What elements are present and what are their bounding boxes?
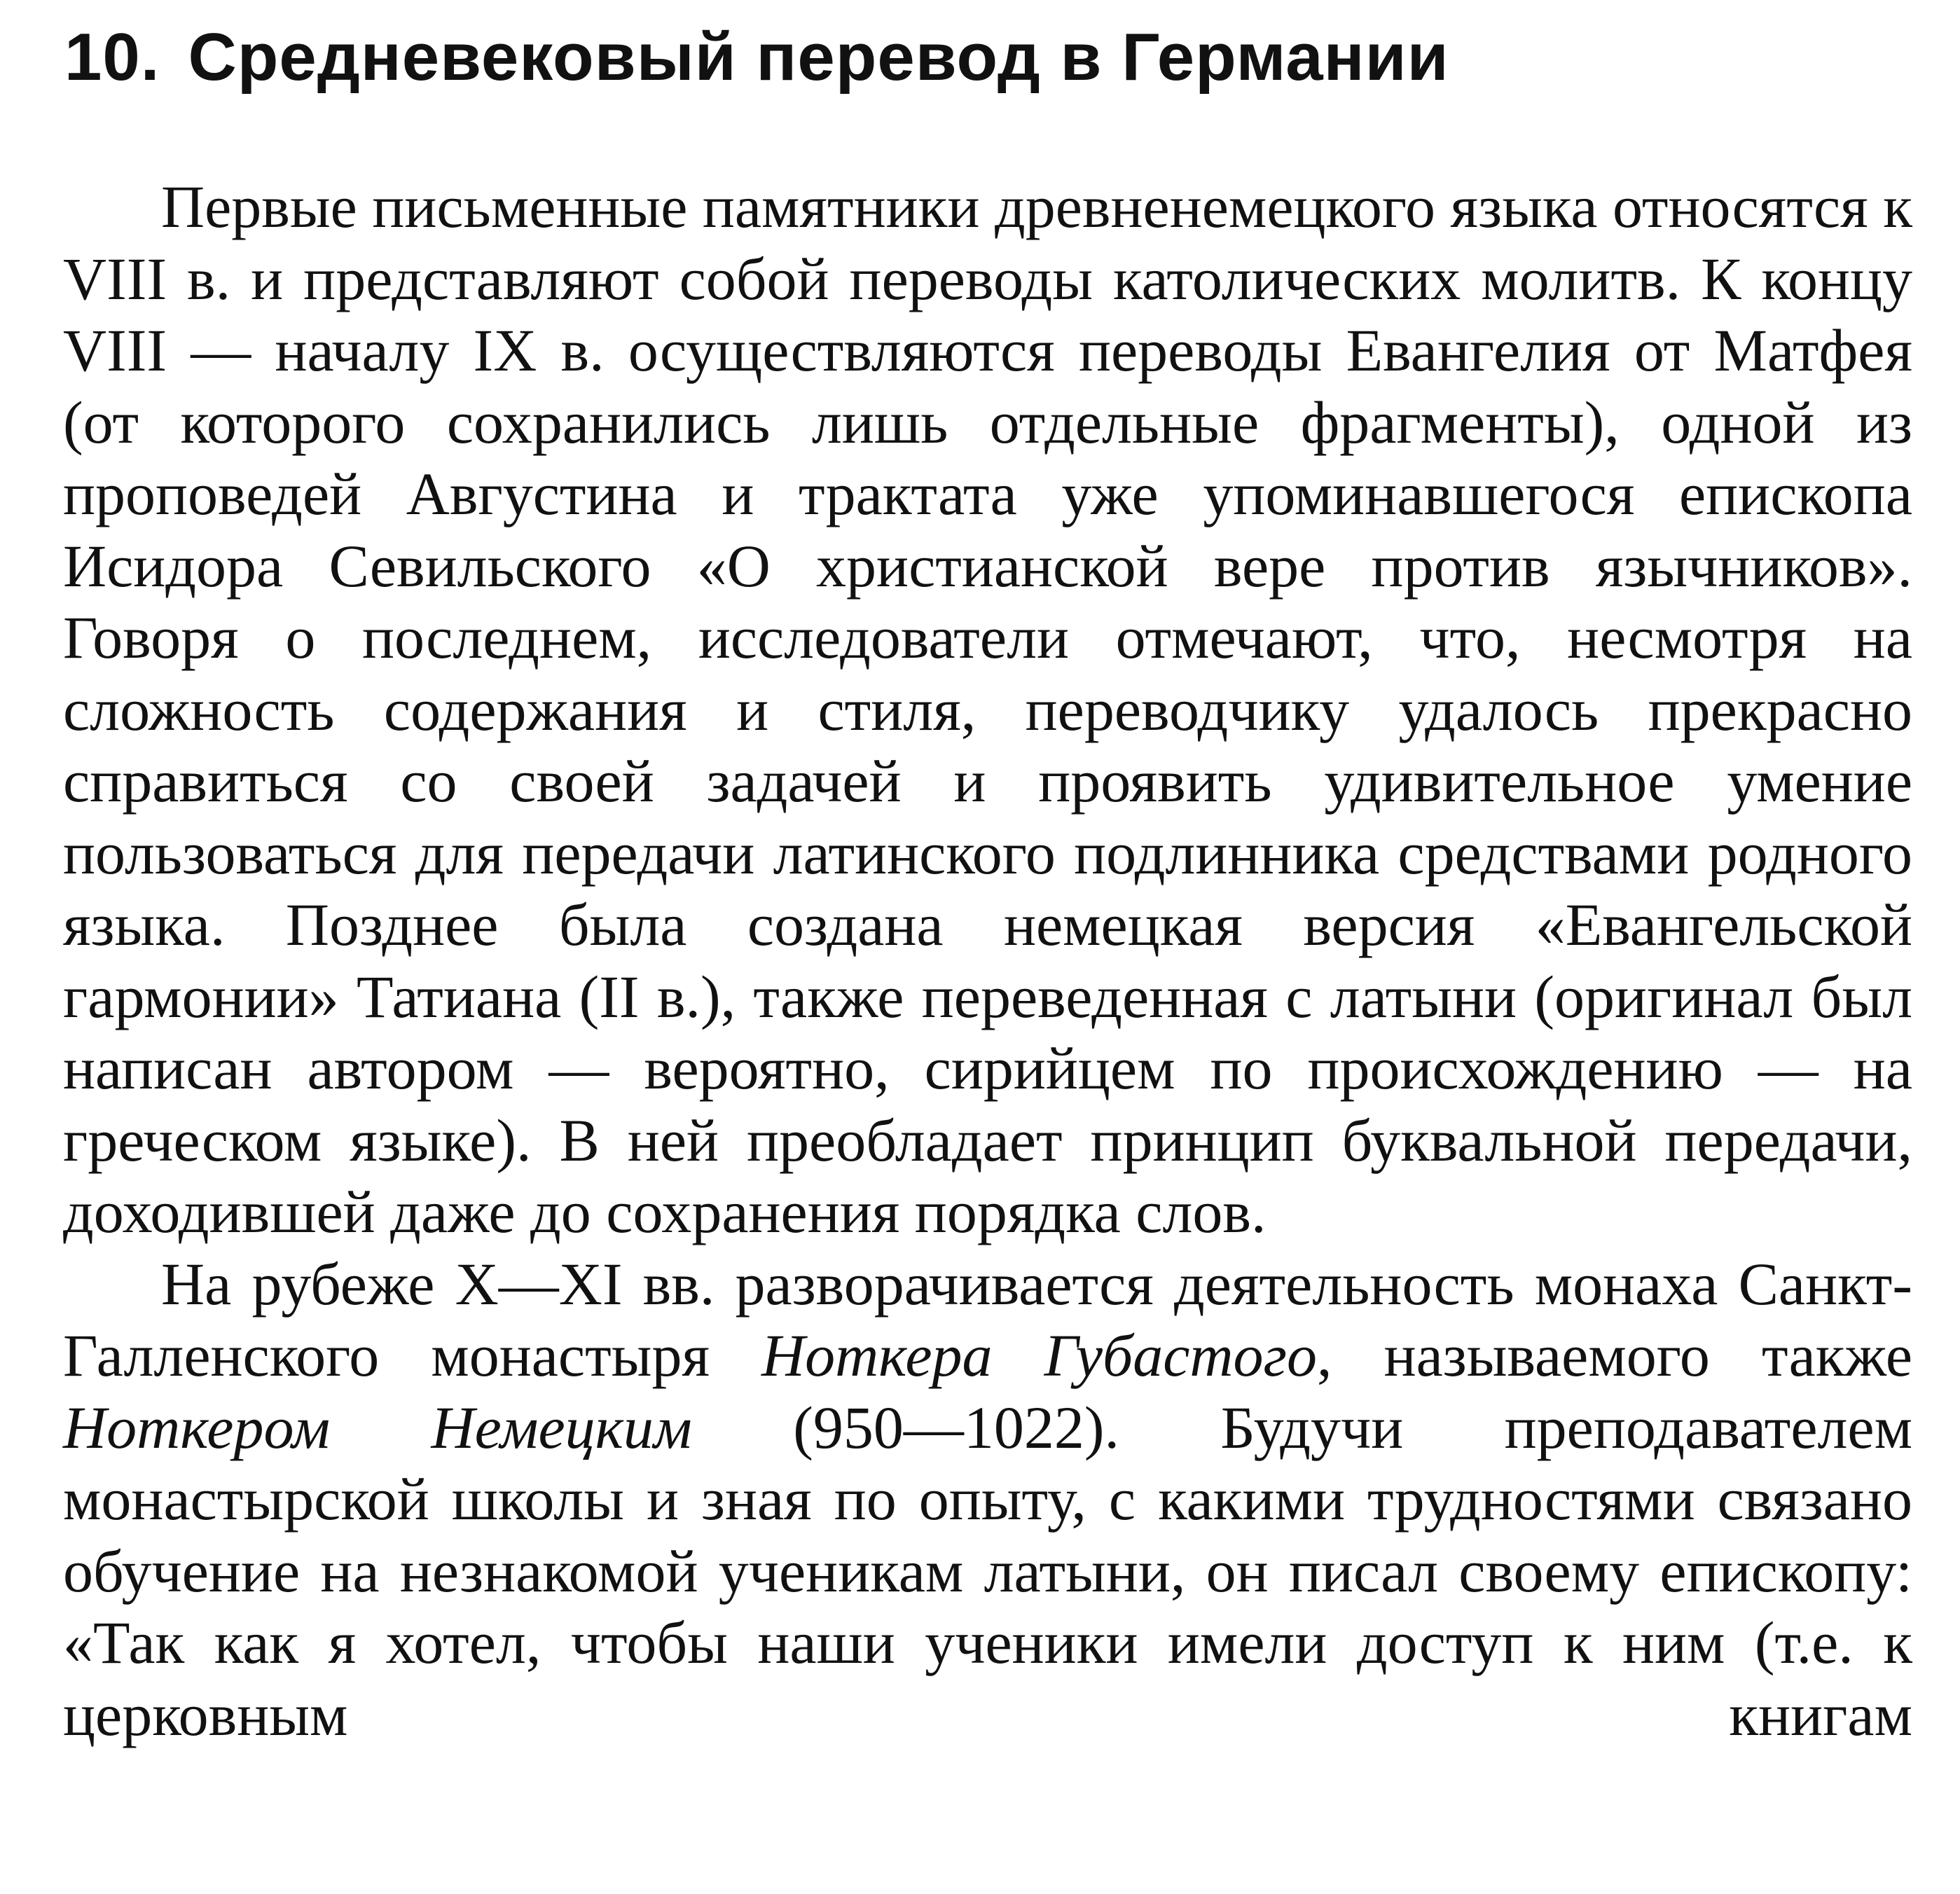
section-number: 10. <box>64 20 160 95</box>
name-notker-teutonicus: Ноткером Немецким <box>63 1393 692 1461</box>
paragraph-2-part-1: На рубеже X—XI вв. разворачивается деятельность монаха Санкт-Галленского монастыря <box>63 1250 1912 1389</box>
paragraph-1: Первые письменные памятники древненемецкого языка относятся к VIII в. и представляют собой переводы католических молитв. К концу VIII — началу IX в. осуществляются переводы Евангелия от Матфея (от которого сохранились лишь отдельные фрагменты), одной из проповедей Августина и трактата уже упоминавшегося епископа Исидора Севильского «О христианской вере против язычников». Говоря о последнем, исследователи отмечают, что, несмотря на сложность содержания и стиля, переводчику удалось прекрасно справиться со своей задачей и проявить удивительное умение пользоваться для передачи латинского подлинника средствами родного языка. Позднее была создана немецкая версия «Евангельской гармонии» Татиана (II в.), также переведенная с латыни (оригинал был написан автором — вероятно, сирийцем по происхождению — на греческом языке). В ней преобладает принцип буквальной передачи, доходившей даже до сохранения порядка слов. <box>63 173 1913 1245</box>
body-text <box>63 171 1912 1750</box>
name-notker-labeo: Ноткера Губастого <box>761 1322 1318 1389</box>
paragraph-2-part-3: (950—1022). Будучи преподавателем монастырской школы и зная по опыту, с какими трудностями связано обучение на незнакомой ученикам латыни, он писал своему епископу: «Так как я хотел, чтобы наши ученики имели доступ к ним (т.е. к церковным книгам <box>63 1393 1912 1748</box>
paragraph-2-part-2: , называемого также <box>1317 1322 1912 1389</box>
section-heading <box>64 15 1921 99</box>
section-title: Средневековый перевод в Германии <box>188 20 1449 95</box>
paragraph-2 <box>63 1248 1912 1751</box>
